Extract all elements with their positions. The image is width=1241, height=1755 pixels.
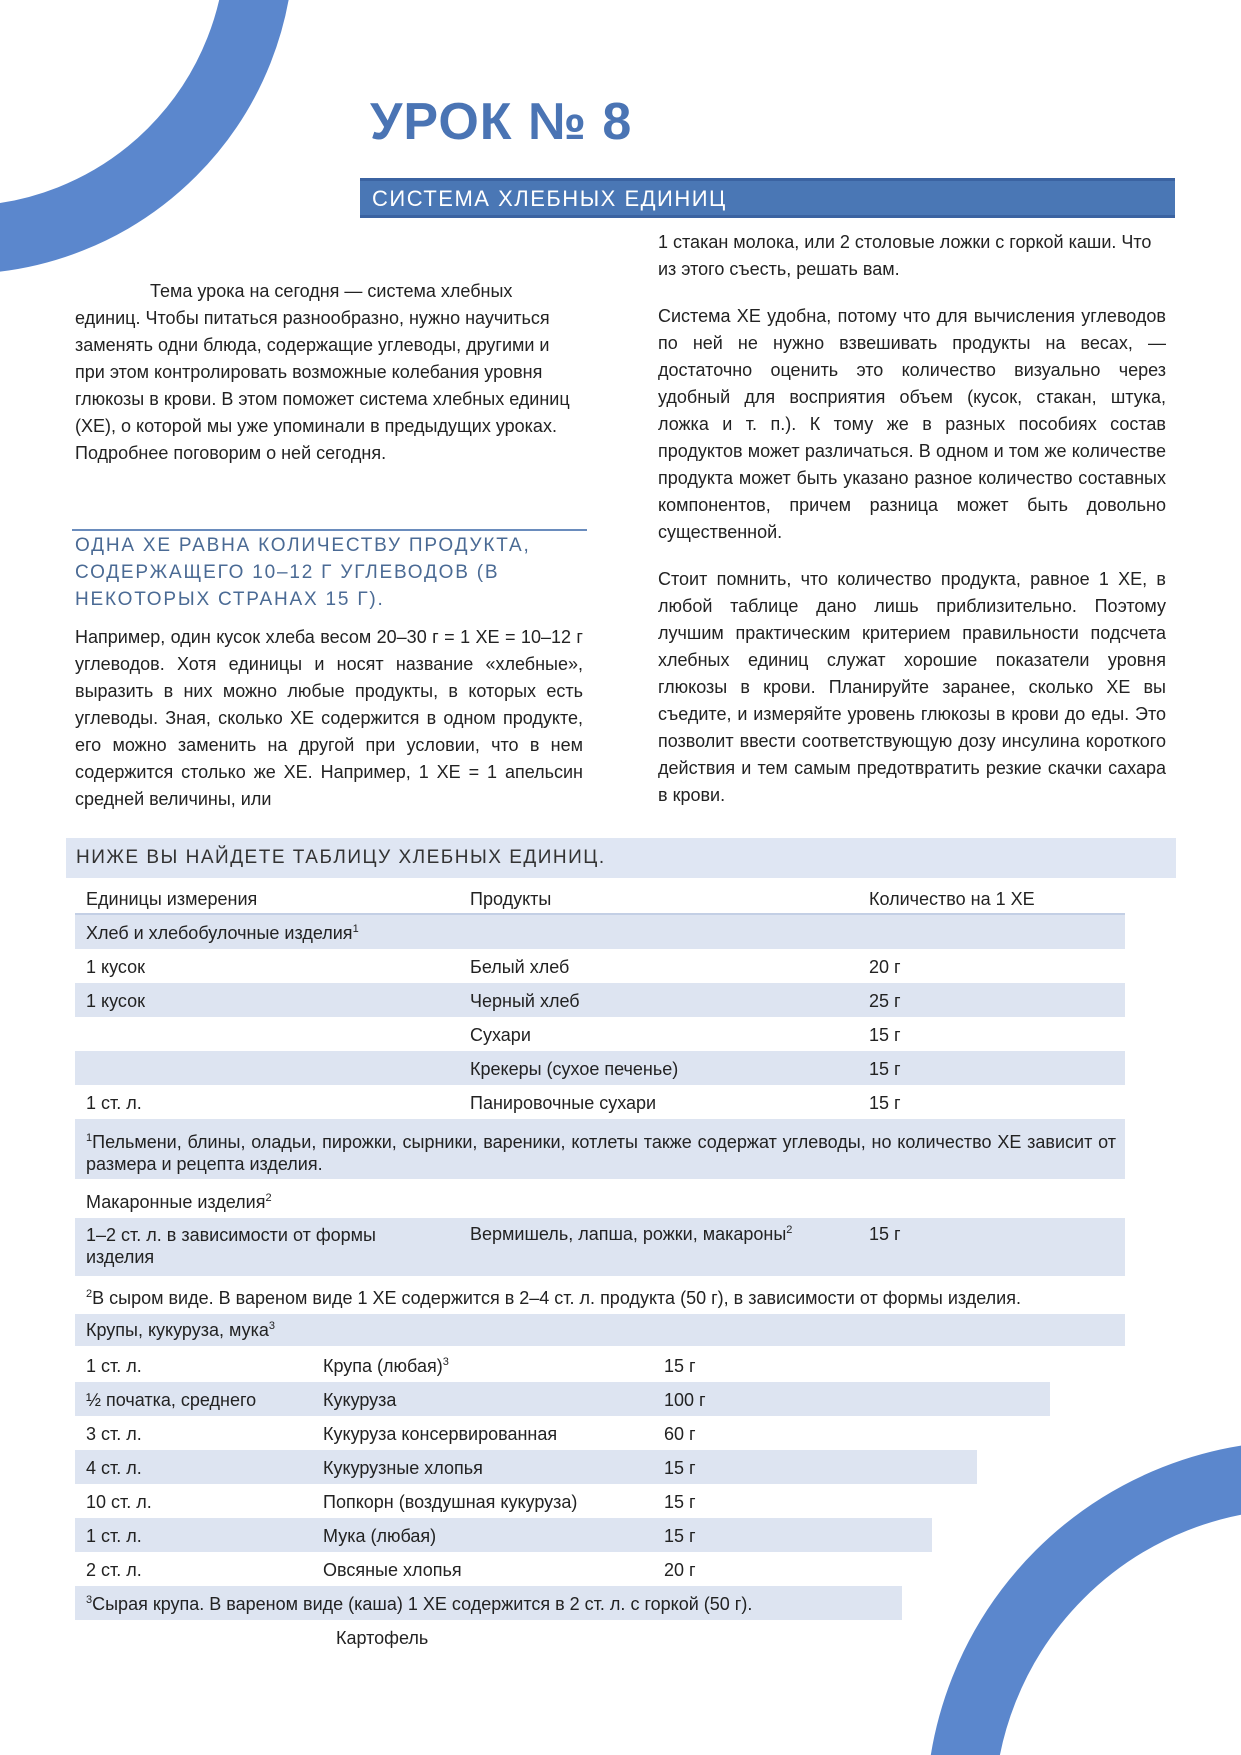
cell-product: Черный хлеб	[470, 991, 580, 1011]
callout-text: ОДНА ХЕ РАВНА КОЛИЧЕСТВУ ПРОДУКТА, СОДЕРЖАЩЕГО 10–12 Г УГЛЕВОДОВ (В НЕКОТОРЫХ СТРАНАХ 15 Г).	[75, 535, 531, 610]
table-row	[75, 1051, 1125, 1085]
top-left-arc	[0, 0, 260, 240]
cell-amount: 25 г	[869, 991, 901, 1011]
table-row	[75, 1348, 1050, 1382]
fn2-mark-row: 2	[786, 1224, 793, 1236]
fn3-mark-row: 3	[442, 1356, 449, 1368]
section-grains-title	[75, 1314, 1125, 1346]
subtitle: СИСТЕМА ХЛЕБНЫХ ЕДИНИЦ	[372, 186, 727, 211]
cell-unit: 1 кусок	[86, 991, 145, 1011]
cell-amount: 15 г	[664, 1492, 696, 1512]
col-header-units: Единицы измерения	[86, 889, 258, 909]
cell-amount: 15 г	[869, 1025, 901, 1045]
para-2: Система ХЕ удобна, потому что для вычисления углеводов по ней не нужно взвешивать продукты на весах, — достаточно оценить это количество визуально через удобный для восприятия объем (кусок, стакан, штука, ложка и т. п.). К тому же в разных пособиях состав продуктов может различаться. В одном и том же количестве продукта может быть указано разное количество составных компонентов, причем разница может быть довольно существенной.	[658, 306, 1166, 542]
bottom-right-arc	[960, 1475, 1241, 1755]
table-row	[75, 949, 1125, 983]
page-title: УРОК № 8	[370, 93, 633, 151]
cell-unit: ½ початка, среднего	[86, 1390, 257, 1410]
col-header-amount: Количество на 1 ХЕ	[869, 889, 1035, 909]
table-row	[75, 1085, 1125, 1119]
fn1-mark: 1	[352, 923, 359, 935]
cell-amount: 15 г	[664, 1458, 696, 1478]
table-row	[75, 1450, 977, 1484]
cell-unit: 1 кусок	[86, 957, 145, 977]
section-bread-title-text: Хлеб и хлебобулочные изделия	[86, 923, 353, 943]
cell-unit: 4 ст. л.	[86, 1458, 142, 1478]
cell-amount: 15 г	[869, 1224, 901, 1244]
cell-product: Вермишель, лапша, рожки, макароны	[470, 1224, 787, 1244]
intro-rest: единиц. Чтобы питаться разнообразно, нужно научиться заменять одни блюда, содержащие углеводы, другими и при этом контролировать возможные колебания уровня глюкозы в крови. В этом поможет система хлебных единиц (ХЕ), о которой мы уже упоминали в предыдущих уроках. Подробнее поговорим о ней сегодня.	[75, 308, 570, 463]
fn2-mark-footnote: 2	[86, 1288, 93, 1300]
cell-amount: 15 г	[664, 1526, 696, 1546]
fn2-mark: 2	[265, 1192, 272, 1204]
cell-product: Кукуруза консервированная	[323, 1424, 558, 1444]
cell-product: Крупа (любая)	[323, 1356, 443, 1376]
cell-product: Кукурузные хлопья	[323, 1458, 483, 1478]
cell-unit: 1 ст. л.	[86, 1093, 142, 1113]
footnote-3-text: Сырая крупа. В вареном виде (каша) 1 ХЕ содержится в 2 ст. л. с горкой (50 г).	[92, 1594, 753, 1614]
intro-paragraph	[75, 278, 583, 467]
cell-product: Попкорн (воздушная кукуруза)	[323, 1492, 578, 1512]
table-row	[75, 1382, 1050, 1416]
continuation-text: 1 стакан молока, или 2 столовые ложки с горкой каши. Что из этого съесть, решать вам.	[658, 232, 1152, 279]
subtitle-bar	[360, 178, 1175, 218]
footnote-3	[75, 1586, 902, 1620]
col-header-products: Продукты	[470, 889, 552, 909]
cell-unit: 2 ст. л.	[86, 1560, 142, 1580]
table-row	[75, 1552, 932, 1586]
fn1-mark-footnote: 1	[86, 1132, 93, 1144]
table-row	[75, 1484, 977, 1518]
cell-amount: 60 г	[664, 1424, 696, 1444]
intro-first-line: Тема урока на сегодня — система хлебных	[150, 281, 513, 301]
cell-unit: 10 ст. л.	[86, 1492, 152, 1512]
cell-product: Сухари	[470, 1025, 531, 1045]
fn3-mark: 3	[268, 1320, 275, 1332]
table-row	[75, 1416, 1050, 1450]
section-grains-title-text: Крупы, кукуруза, мука	[86, 1320, 269, 1340]
footnote-2	[75, 1282, 1125, 1316]
cell-unit: 1 ст. л.	[86, 1526, 142, 1546]
fn3-mark-footnote: 3	[86, 1594, 93, 1606]
section-pasta-title	[75, 1184, 1125, 1218]
table-row	[75, 983, 1125, 1017]
cell-unit: 3 ст. л.	[86, 1424, 142, 1444]
right-column	[658, 229, 1166, 809]
example-text: Например, один кусок хлеба весом 20–30 г = 1 ХЕ = 10–12 г углеводов. Хотя единицы и носят название «хлебные», выразить в них можно любые продукты, в которых есть углеводы. Зная, сколько ХЕ содержится в одном продукте, его можно заменить на другой при условии, что в нем содержится столько же ХЕ. Например, 1 ХЕ = 1 апельсин средней величины, или	[75, 627, 583, 809]
para-3: Стоит помнить, что количество продукта, равное 1 ХЕ, в любой таблице дано лишь приблизительно. Поэтому лучшим практическим критерием правильности подсчета хлебных единиц служат хорошие показатели уровня глюкозы в крови. Планируйте заранее, сколько ХЕ вы съедите, и измеряйте уровень глюкозы в крови до еды. Это позволит ввести соответствующую дозу инсулина короткого действия и тем самым предотвратить резкие скачки сахара в крови.	[658, 569, 1166, 805]
next-section-text: Картофель	[336, 1628, 429, 1648]
cell-product: Панировочные сухари	[470, 1093, 657, 1113]
section-pasta-title-text: Макаронные изделия	[86, 1192, 266, 1212]
table-header-row	[86, 889, 1126, 913]
table-row	[75, 1218, 1125, 1276]
table-heading: НИЖЕ ВЫ НАЙДЕТЕ ТАБЛИЦУ ХЛЕБНЫХ ЕДИНИЦ.	[76, 847, 606, 868]
cell-unit: 1 ст. л.	[86, 1356, 142, 1376]
cell-product: Кукуруза	[323, 1390, 397, 1410]
callout-divider	[72, 529, 587, 531]
cell-amount: 100 г	[664, 1390, 706, 1410]
cell-unit: 1–2 ст. л. в зависимости от формы изделия	[86, 1225, 376, 1267]
cell-amount: 15 г	[869, 1059, 901, 1079]
footnote-1-text: Пельмени, блины, оладьи, пирожки, сырники, вареники, котлеты также содержат углеводы, но количество ХЕ зависит от размера и рецепта изделия.	[86, 1132, 1116, 1174]
section-bread-title	[75, 915, 1125, 949]
cell-amount: 15 г	[664, 1356, 696, 1376]
next-section-label	[336, 1628, 428, 1649]
footnote-1	[75, 1119, 1125, 1179]
example-paragraph	[75, 624, 583, 813]
table-row	[75, 1518, 932, 1552]
cell-product: Овсяные хлопья	[323, 1560, 462, 1580]
cell-amount: 20 г	[664, 1560, 696, 1580]
cell-product: Мука (любая)	[323, 1526, 437, 1546]
table-heading-bar	[66, 838, 1176, 878]
cell-product: Крекеры (сухое печенье)	[470, 1059, 679, 1079]
table-row	[75, 1017, 1125, 1051]
cell-product: Белый хлеб	[470, 957, 570, 977]
cell-amount: 20 г	[869, 957, 901, 977]
footnote-2-text: В сыром виде. В вареном виде 1 ХЕ содержится в 2–4 ст. л. продукта (50 г), в зависимости от формы изделия.	[92, 1288, 1021, 1308]
cell-amount: 15 г	[869, 1093, 901, 1113]
